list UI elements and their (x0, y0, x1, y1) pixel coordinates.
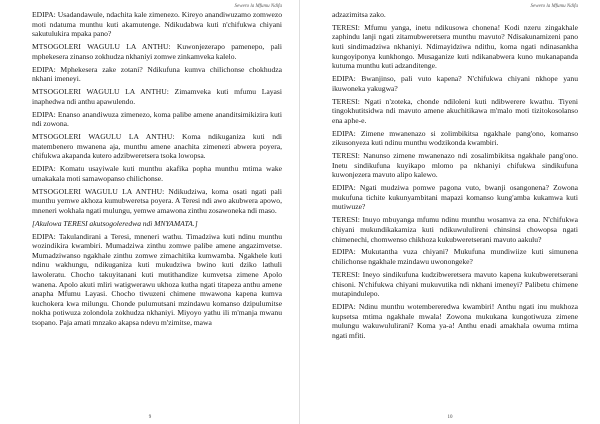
left-page-text (32, 10, 282, 327)
stage-direction: [Akulowa TERESI akutsogoleredwa ndi MNYAMATA.] (32, 218, 198, 228)
paragraph: TERESI: Inuyo mbuyanga mfumu ndinu munthu wosamva za ena. N'chifukwa chiyani mukundikakamiza kuti ndikuwululireni chinsinsi chowopsa ngati chimenechi, chomwenso chikhoza kukubweretserani mavuto aakulu? (332, 215, 578, 244)
paragraph: TERESI: Ineyo sindikufuna kudzibweretsera mavuto kapena kukubweretserani chisoni. N'chifukwa chiyani mukuvutika ndi nkhani imeneyi? Palibetu chimene mutapindulepo. (332, 269, 578, 299)
paragraph: MTSOGOLERI WAGULU LA ANTHU: Kuwonjezerapo pamenepo, pali mphekesera zinanso zokhudza nkhaniyi zomwe zinkamveka kalelo. (32, 42, 282, 61)
paragraph: EDIPA: Usadandawule, ndachita kale zimenezo. Kireyo anandiwuzamo zomwezo moti ndatuma munthu kuti akamutenge. Ndikudabwa kuti n'chifukwa chiyani sakutulukira mpaka pano? (32, 10, 282, 39)
paragraph: EDIPA: Mukutantha vuza chiyani? Mukufuna mundiwiize kuti simunena chilichonse ngakhale mzindawu uwonongeke? (332, 247, 578, 267)
paragraph: EDIPA: Bwanjinso, pali vuto kapena? N'chifukwa chiyani nkhope yanu ikuwoneka yakugwa? (332, 74, 578, 93)
paragraph: TERESI: Nanunso zimene mwanenazo ndi zosalimbikitsa ngakhale pang'ono. Inetu sindikufuna kuyikapo mlomo pa nkhaniyi chifukwa sindikufuna kuwonjezera mavuto alipo kalewo. (332, 151, 578, 180)
page-number: 9 (148, 415, 152, 420)
paragraph: MTSOGOLERI WAGULU LA ANTHU: Ndikudziwa, koma osati ngati pali munthu yemwe akhoza kumubweretsa poyera. A Teresi ndi awo akubwera apowo, mneneri wokhala ngati mulungu, yemwe amawona zinthu zosawoneka ndi maso. (32, 186, 282, 215)
right-page (300, 0, 600, 424)
paragraph: EDIPA: Takulandirani a Teresi, mneneri wathu. Timadziwa kuti ndinu munthu wozindikira kwambiri. Mumadziwa zinthu zomwe palibe amene angazimvetse. Mumadziwanso ngakhale zinthu zomwe zimachitika kumwamba. Ngakhele kuti ndinu wakhungu, ndikuganiza kuti mukudziwa bwino kuti dziko lathuli lawoleratu. Chocho takuyitanani kuti mutithandize kumvetsa zimene Apolo wanena. Apolo akuti mliri watigwerawu ukhoza kutha ngati titapeza anthu amene anapha Mfumu Layasi. Chocho tiwuzeni chimene mwawona kapena kumva kuchokera kwa milungu. Chonde pulumutsani mzindawu komanso dzipulumitse nokha potiwuza zolondola zokhudza nkhaniyi. Miyoyo yathu ili m'manja mwanu tsopano. Paja amati mnzako akapsa ndevu m'zimitse, mawa (32, 231, 282, 327)
paragraph: EDIPA: Mphekesera zake zotani? Ndikufuna kumva chilichonse chokhudza nkhani imeneyi. (32, 64, 282, 84)
paragraph: EDIPA: Enanso anandiwuza zimenezo, koma palibe amene ananditsimikizira kuti ndi zowona. (32, 109, 282, 129)
paragraph: MTSOGOLERI WAGULU LA ANTHU: Koma ndikuganiza kuti ndi matembenero mwanena aja, munthu amene anachita zimenezi abwera poyera, chifukwa akapanda kutero adzibweretsera tsoka lowopsa. (32, 132, 282, 161)
page-number: 10 (447, 415, 453, 420)
paragraph: EDIPA: Komatu usayiwale kuti munthu akafika popha munthu mtima wake umakakala moti samawopanso chilichonse. (32, 164, 282, 183)
paragraph: MTSOGOLERI WAGULU LA ANTHU: Zimamveka kuti mfumu Layasi inaphedwa ndi anthu apawulendo. (32, 87, 282, 106)
paragraph: EDIPA: Zimene mwanenazo si zolimbikitsa ngakhale pang'ono, komanso zikusonyeza kuti ndinu munthu wodzikonda kwambiri. (332, 128, 578, 148)
paragraph: EDIPA: Ngati mudziwa pomwe pagona vuto, bwanji osangonena? Zowona mukufuna tichite kukunyambitani mapazi komanso kung'amba kukamwa kuti mutiwuze? (332, 183, 578, 212)
paragraph: adzazimitsa zako. (332, 10, 386, 19)
running-head: Sewero la Mfumu Ndifa (530, 4, 578, 9)
right-page-text (332, 10, 578, 340)
paragraph: EDIPA: Ndinu munthu wotembereredwa kwambiri! Anthu ngati inu mukhoza kupsetsa mtima ngakhale mwala! Zowona mukukana kungotiwuza zimene mulungu wakuwululirani? Koma ya-a! Anthu enadi amakhala owuma mtima ngati mfiti. (332, 302, 578, 340)
paragraph: TERESI: Ngati n'zoteka, chonde ndiloleni kuti ndibwerere kwathu. Tiyeni tingokhutitsidwa ndi mavuto amene akuchitikawa m'malo moti tizitokosolanso ena aphe-e. (332, 96, 578, 125)
paragraph: TERESI: Mfumu yanga, inetu ndikusowa chonena! Kodi nzeru zingakhale zaphindu lanji ngati zitamubweretsera munthu mavuto? Ndisakunamizeni pano kuti sindimadziwa nkhaniyi. Ndimayidziwa ndithu, koma ngati ndinasankha kungoyiponya kunkhongo. Musaganize kuti ndikanabwera kuno mukanapanda kutuma munthu kuti adzanditenge. (332, 22, 578, 71)
running-head: Sewero la Mfumu Ndifa (234, 4, 282, 9)
